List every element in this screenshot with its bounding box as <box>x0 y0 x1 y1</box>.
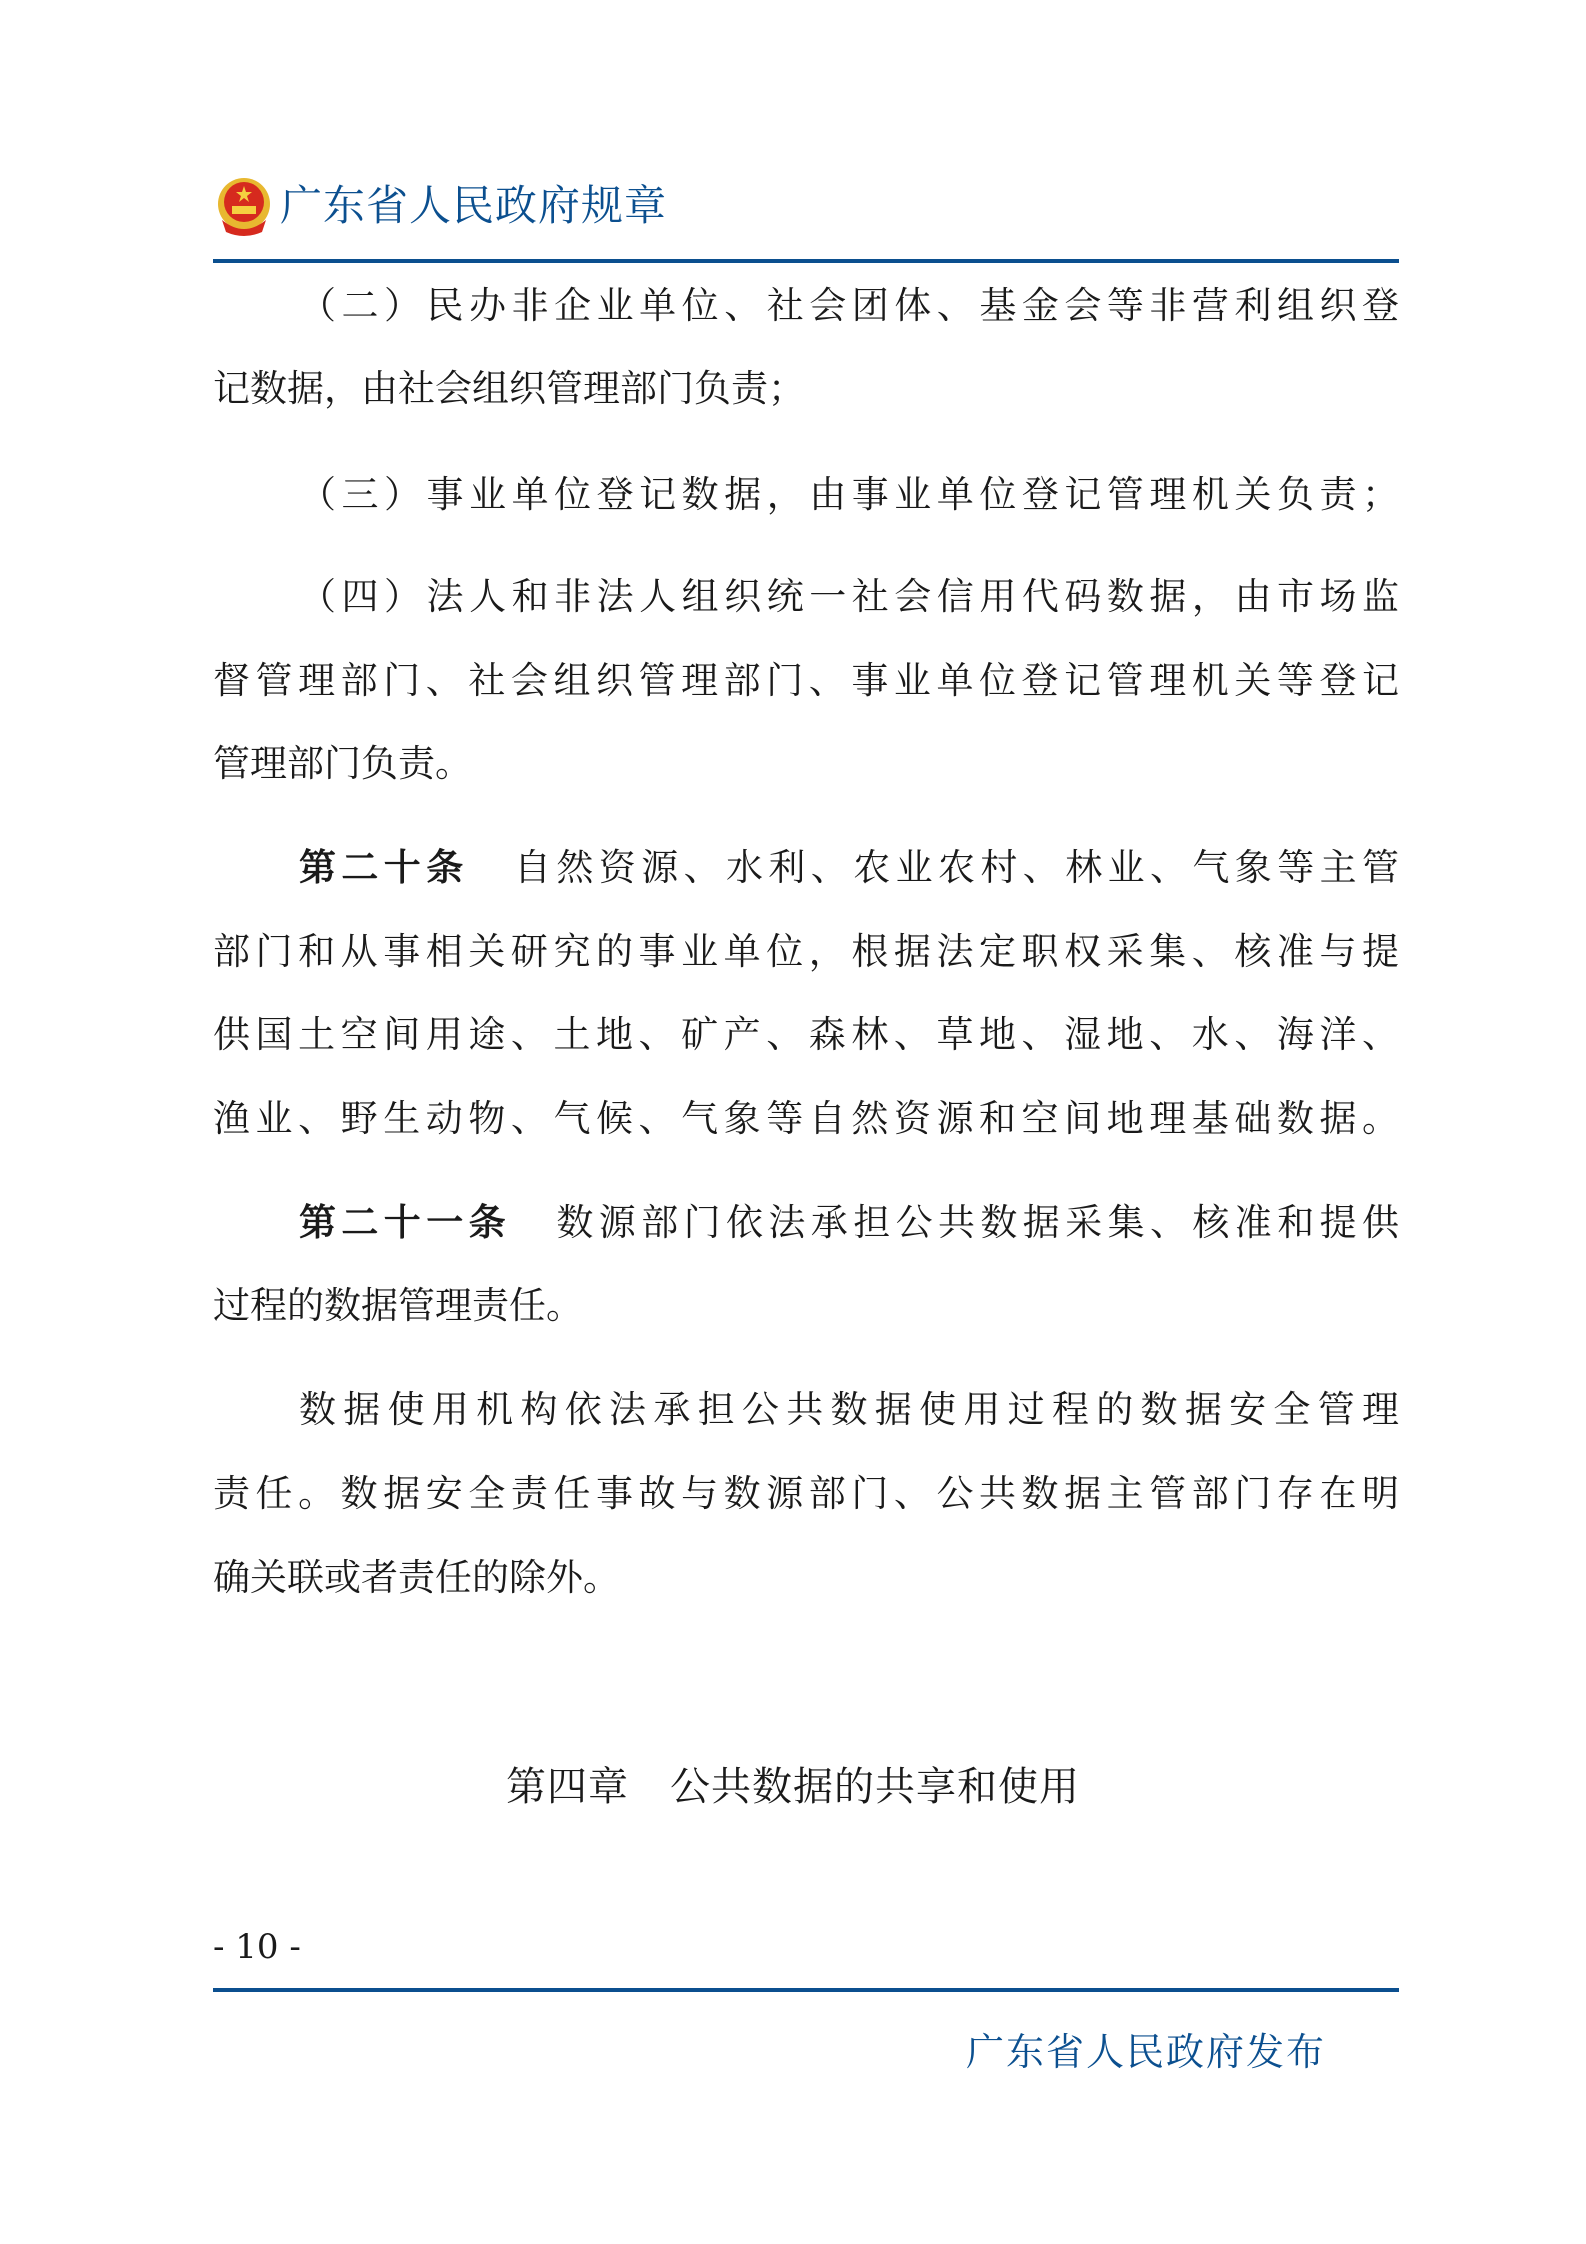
article-label: 第二十条 <box>299 846 469 889</box>
paragraph-line: （二）民办非企业单位、社会团体、基金会等非营利组织登 <box>299 284 1399 327</box>
header-title: 广东省人民政府规章 <box>280 181 668 230</box>
national-emblem-icon <box>216 176 272 236</box>
paragraph-line: 责任。数据安全责任事故与数源部门、公共数据主管部门存在明 <box>213 1472 1399 1515</box>
header-divider <box>213 259 1399 263</box>
page-number: - 10 - <box>213 1927 301 1967</box>
article-label: 第二十一条 <box>299 1201 511 1244</box>
article-20-line <box>213 826 1399 910</box>
paragraph-line: 过程的数据管理责任。 <box>213 1284 583 1327</box>
paragraph-line: 管理部门负责。 <box>213 742 472 785</box>
footer-publisher: 广东省人民政府发布 <box>966 2030 1327 2074</box>
paragraph-line: 供国土空间用途、土地、矿产、森林、草地、湿地、水、海洋、 <box>213 1013 1399 1056</box>
paragraph-line: （四）法人和非法人组织统一社会信用代码数据，由市场监 <box>299 575 1399 618</box>
article-21-line <box>213 1181 1399 1265</box>
footer-divider <box>213 1988 1399 1992</box>
article-text: 自然资源、水利、农业农村、林业、气象等主管 <box>508 846 1400 889</box>
paragraph-line: 数据使用机构依法承担公共数据使用过程的数据安全管理 <box>299 1388 1399 1431</box>
paragraph-line: 渔业、野生动物、气候、气象等自然资源和空间地理基础数据。 <box>213 1097 1399 1140</box>
paragraph-line: 确关联或者责任的除外。 <box>213 1556 620 1599</box>
article-text: 数源部门依法承担公共数据采集、核准和提供 <box>551 1201 1399 1244</box>
paragraph-line: 督管理部门、社会组织管理部门、事业单位登记管理机关等登记 <box>213 659 1399 702</box>
paragraph-line: （三）事业单位登记数据，由事业单位登记管理机关负责； <box>299 473 1399 516</box>
paragraph-line: 记数据，由社会组织管理部门负责； <box>213 367 805 410</box>
paragraph-line: 部门和从事相关研究的事业单位，根据法定职权采集、核准与提 <box>213 930 1399 973</box>
chapter-title: 第四章 公共数据的共享和使用 <box>506 1764 1080 1810</box>
